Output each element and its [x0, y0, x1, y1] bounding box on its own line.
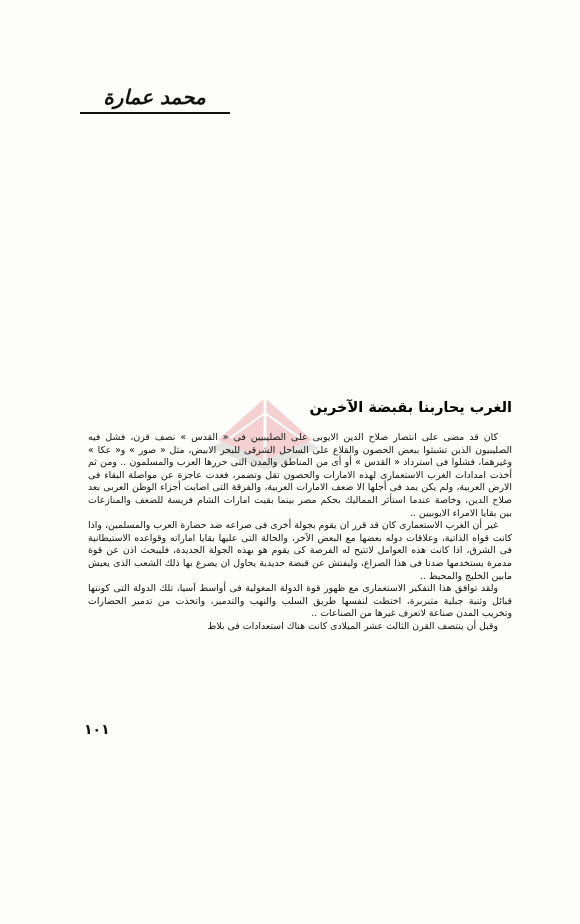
paragraph: وقبل أن ينتصف القرن الثالث عشر الميلادى كانت هناك استعدادات فى بلاط — [207, 620, 498, 632]
paragraph: كان قد مضى على انتصار صلاح الدين الايوبى على الصليبيين فى « القدس » نصف قرن، فشل فيه الصليبيون الذين تشبثوا ببعض الحصون والقلاع على الساحل الشرقى للبحر الابيض، مثل « صور » و« عكا » وغيرهما، فشلوا فى استرداد « القدس » أو أى من المناطق والمدن التى حررها العرب والمسلمون .. ومن ثم أخذت امدادات الغرب الاستعمارى لهذه الامارات والحصون تقل وتضمر، فغدت عاجزة عن مواصلة البقاء فى الارض العربية، ولم يكن يمد فى أجلها الا ضعف الامارات العربية، والفرقة التى اصابت أجزاء الوطن العربى بعد صلاح الدين، وخاصة عندما استأثر المماليك بحكم مصر بينما بقيت امارات الشام فريسة للضعف والمنازعات بين بقايا الامراء الايوبيين .. — [88, 432, 512, 519]
author-name: محمد عمارة — [103, 85, 206, 109]
body-text — [88, 432, 512, 634]
paragraph: غير أن الغرب الاستعمارى كان قد قرر ان يقوم بجولة أخرى فى صراعه ضد حضارة العرب والمسلمين، واذا كانت قواه الذاتية، وعلاقات دوله بعضها مع البعض الآخر، والحالة التى عليها بقايا اماراته وقواعده الاستيطانية فى الشرق، اذا كانت هذه العوامل لاتتيح له الفرصة كى يقوم هو بهذه الجولة الجديدة، فليبحث اذن عن قوة مدمرة يستخدمها ضدنا فى هذا الصراع، وليفتش عن قبضة حديدية يحاول ان يصرع بها ذلك الشعب الذى يعيش مابين الخليج والمحيط .. — [88, 520, 512, 582]
page-number: ١٠١ — [84, 722, 110, 738]
author-underline — [80, 112, 230, 114]
section-title: الغرب يحاربنا بقبضة الآخرين — [309, 400, 512, 416]
paragraph: ولقد توافق هذا التفكير الاستعمارى مع ظهور قوة الدولة المغولية فى أواسط آسيا، تلك الدولة التى كونتها قبائل وثنية جبلية متبربرة، اختطت لنفسها طريق السلب والنهب والتدمير، واتخذت من تدمير الحضارات وتخريب المدن صناعة لاتعرف غيرها من الصناعات .. — [88, 583, 512, 620]
